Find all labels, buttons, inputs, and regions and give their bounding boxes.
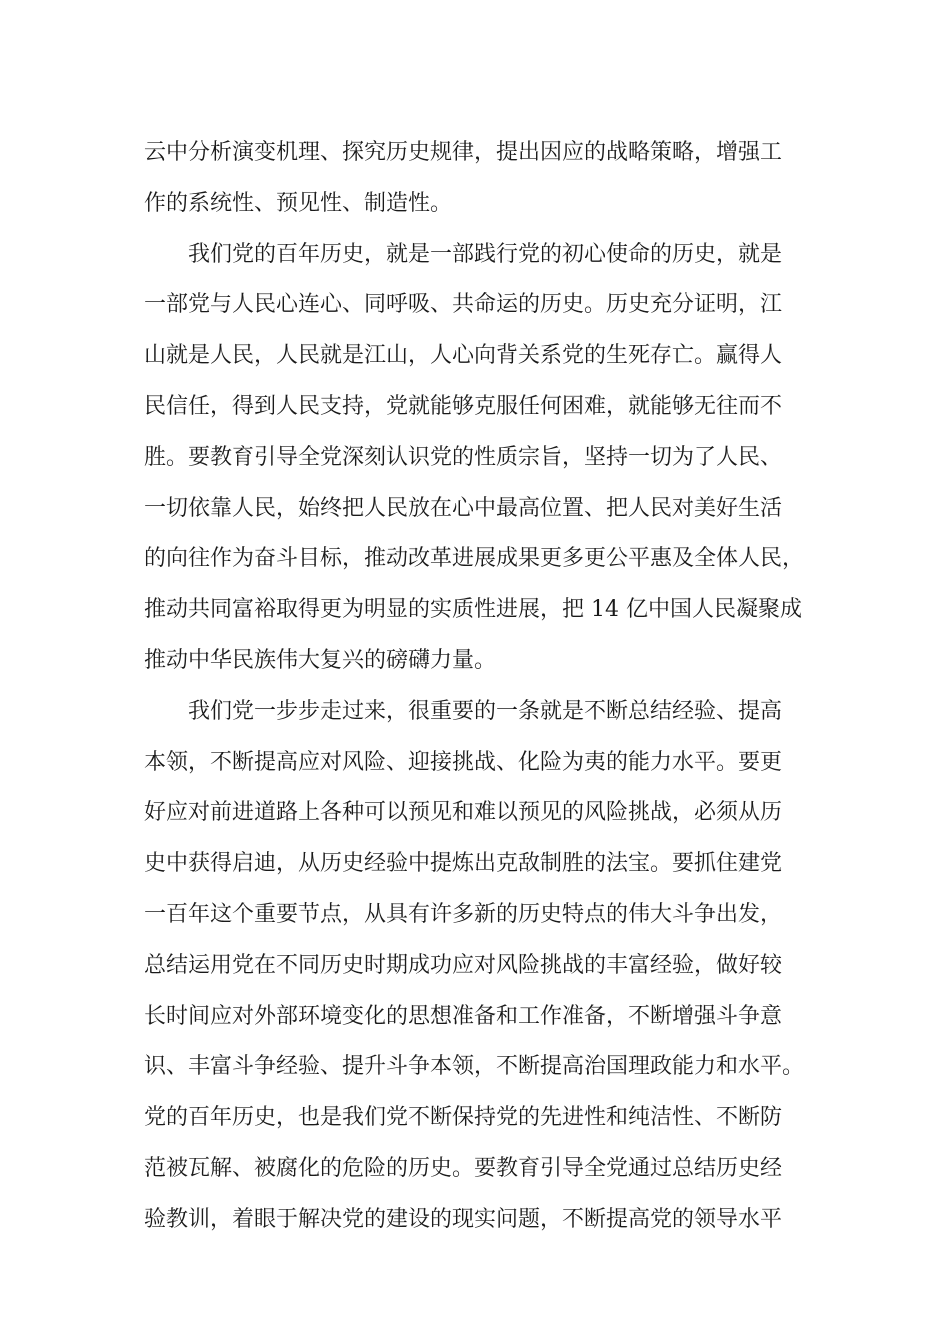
text-line: 一百年这个重要节点，从具有许多新的历史特点的伟大斗争出发， bbox=[144, 901, 783, 927]
text-line: 范被瓦解、被腐化的危险的历史。要教育引导全党通过总结历史经 bbox=[144, 1155, 783, 1181]
text-line: 推动中华民族伟大复兴的磅礴力量。 bbox=[144, 647, 497, 673]
paragraph-first-line: 我们党的百年历史，就是一部践行党的初心使命的历史，就是 bbox=[188, 241, 783, 267]
text-line: 作的系统性、预见性、制造性。 bbox=[144, 190, 453, 216]
text-line: 民信任，得到人民支持，党就能够克服任何困难，就能够无往而不 bbox=[144, 393, 783, 419]
text-line: 胜。要教育引导全党深刻认识党的性质宗旨，坚持一切为了人民、 bbox=[144, 444, 783, 470]
text-line: 云中分析演变机理、探究历史规律，提出因应的战略策略，增强工 bbox=[144, 140, 783, 165]
text-line: 本领，不断提高应对风险、迎接挑战、化险为夷的能力水平。要更 bbox=[144, 749, 783, 775]
text-line: 验教训，着眼于解决党的建设的现实问题，不断提高党的领导水平 bbox=[144, 1206, 783, 1232]
text-line: 史中获得启迪，从历史经验中提炼出克敌制胜的法宝。要抓住建党 bbox=[144, 851, 783, 877]
text-line: 长时间应对外部环境变化的思想准备和工作准备，不断增强斗争意 bbox=[144, 1003, 783, 1029]
text-line: 总结运用党在不同历史时期成功应对风险挑战的丰富经验，做好较 bbox=[144, 952, 783, 978]
text-line: 一部党与人民心连心、同呼吸、共命运的历史。历史充分证明，江 bbox=[144, 292, 783, 318]
text-line: 识、丰富斗争经验、提升斗争本领，不断提高治国理政能力和水平。 bbox=[144, 1054, 805, 1080]
paragraph-first-line: 我们党一步步走过来，很重要的一条就是不断总结经验、提高 bbox=[188, 698, 783, 724]
text-line: 一切依靠人民，始终把人民放在心中最高位置、把人民对美好生活 bbox=[144, 495, 783, 521]
text-line: 推动共同富裕取得更为明显的实质性进展，把 14 亿中国人民凝聚成 bbox=[144, 597, 802, 623]
text-line: 山就是人民，人民就是江山，人心向背关系党的生死存亡。赢得人 bbox=[144, 343, 783, 369]
body-text bbox=[144, 128, 814, 1246]
text-line: 的向往作为奋斗目标，推动改革进展成果更多更公平惠及全体人民， bbox=[144, 546, 805, 572]
text-line: 党的百年历史，也是我们党不断保持党的先进性和纯洁性、不断防 bbox=[144, 1105, 783, 1131]
text-line: 好应对前进道路上各种可以预见和难以预见的风险挑战，必须从历 bbox=[144, 800, 783, 826]
